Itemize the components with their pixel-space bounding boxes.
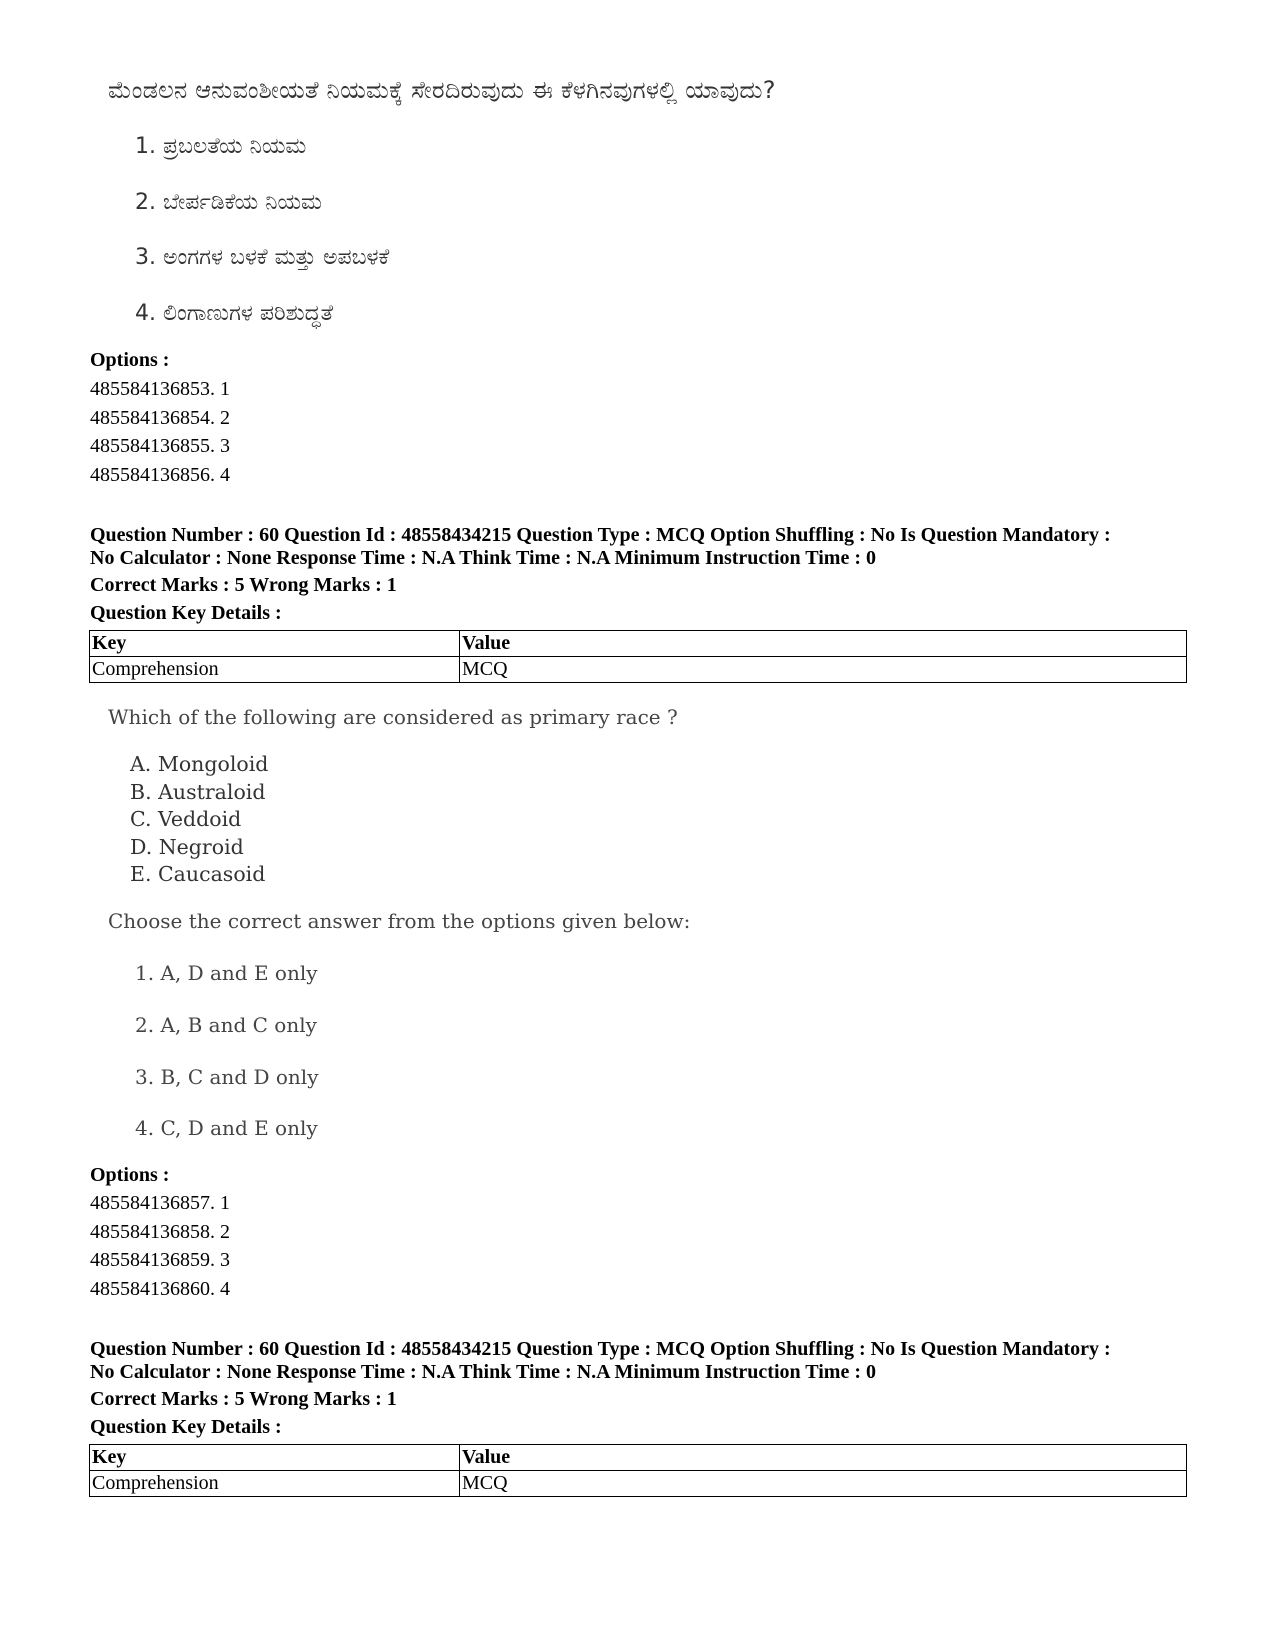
table-header-value: Value: [460, 631, 1187, 657]
option-line: 485584136857. 1: [90, 1192, 230, 1214]
table-row: [90, 657, 1187, 683]
choose-instruction: Choose the correct answer from the options given below:: [108, 909, 691, 933]
question-meta: [90, 524, 1190, 570]
race-list: [130, 751, 268, 889]
option-line: 485584136854. 2: [90, 406, 230, 429]
question-text-kannada: ಮೆಂಡಲನ ಆನುವಂಶೀಯತೆ ನಿಯಮಕ್ಕೆ ಸೇರದಿರುವುದು ಈ ಕೆಳಗಿನವುಗಳಲ್ಲಿ ಯಾವುದು?: [108, 76, 776, 104]
option-line: 485584136858. 2: [90, 1220, 230, 1243]
race-item: E. Caucasoid: [130, 862, 266, 886]
marks-line: Correct Marks : 5 Wrong Marks : 1: [90, 1388, 397, 1410]
options-list: [90, 1189, 230, 1303]
question-meta-line2: No Calculator : None Response Time : N.A Think Time : N.A Minimum Instruction Time : 0: [90, 547, 876, 569]
question-meta-line2: No Calculator : None Response Time : N.A Think Time : N.A Minimum Instruction Time : 0: [90, 1361, 876, 1383]
option-line: 485584136855. 3: [90, 435, 230, 457]
race-item: D. Negroid: [130, 834, 244, 859]
question-text: Which of the following are considered as primary race ?: [108, 705, 678, 729]
key-details-table: [89, 630, 1187, 683]
table-cell-key: Comprehension: [90, 1471, 460, 1497]
marks-line: Correct Marks : 5 Wrong Marks : 1: [90, 574, 397, 596]
question-meta-line1: Question Number : 60 Question Id : 48558434215 Question Type : MCQ Option Shuffling : No Is Question Mandatory :: [90, 1338, 1111, 1360]
race-item: C. Veddoid: [130, 807, 242, 831]
choice-4: 4. ಲಿಂಗಾಣುಗಳ ಪರಿಶುದ್ಧತೆ: [135, 301, 334, 326]
choice-4: 4. C, D and E only: [135, 1116, 318, 1140]
key-details-heading: Question Key Details :: [90, 1416, 282, 1438]
choice-2: 2. A, B and C only: [135, 1013, 317, 1037]
race-item: B. Australoid: [130, 779, 266, 804]
choice-2: 2. ಬೇರ್ಪಡಿಕೆಯ ನಿಯಮ: [135, 190, 322, 215]
table-header-key: Key: [90, 1445, 460, 1471]
option-line: 485584136860. 4: [90, 1277, 230, 1300]
table-header-key: Key: [90, 631, 460, 657]
table-header-value: Value: [460, 1445, 1187, 1471]
table-cell-value: MCQ: [460, 657, 1187, 683]
choice-1: 1. A, D and E only: [135, 961, 318, 985]
table-cell-key: Comprehension: [90, 657, 460, 683]
race-item: A. Mongoloid: [130, 752, 269, 776]
table-header-row: [90, 1445, 1187, 1471]
key-details-table: [89, 1444, 1187, 1497]
choice-3: 3. B, C and D only: [135, 1065, 319, 1089]
options-heading: Options :: [90, 1164, 170, 1186]
key-details-heading: Question Key Details :: [90, 602, 282, 624]
options-list: [90, 375, 230, 489]
option-line: 485584136856. 4: [90, 463, 230, 486]
table-row: [90, 1471, 1187, 1497]
choice-3: 3. ಅಂಗಗಳ ಬಳಕೆ ಮತ್ತು ಅಪಬಳಕೆ: [135, 245, 390, 270]
choice-1: 1. ಪ್ರಬಲತೆಯ ನಿಯಮ: [135, 134, 307, 159]
option-line: 485584136859. 3: [90, 1249, 230, 1271]
question-meta: [90, 1338, 1190, 1384]
table-header-row: [90, 631, 1187, 657]
options-heading: Options :: [90, 349, 170, 371]
table-cell-value: MCQ: [460, 1471, 1187, 1497]
option-line: 485584136853. 1: [90, 378, 230, 400]
question-meta-line1: Question Number : 60 Question Id : 48558434215 Question Type : MCQ Option Shuffling : No Is Question Mandatory :: [90, 524, 1111, 546]
